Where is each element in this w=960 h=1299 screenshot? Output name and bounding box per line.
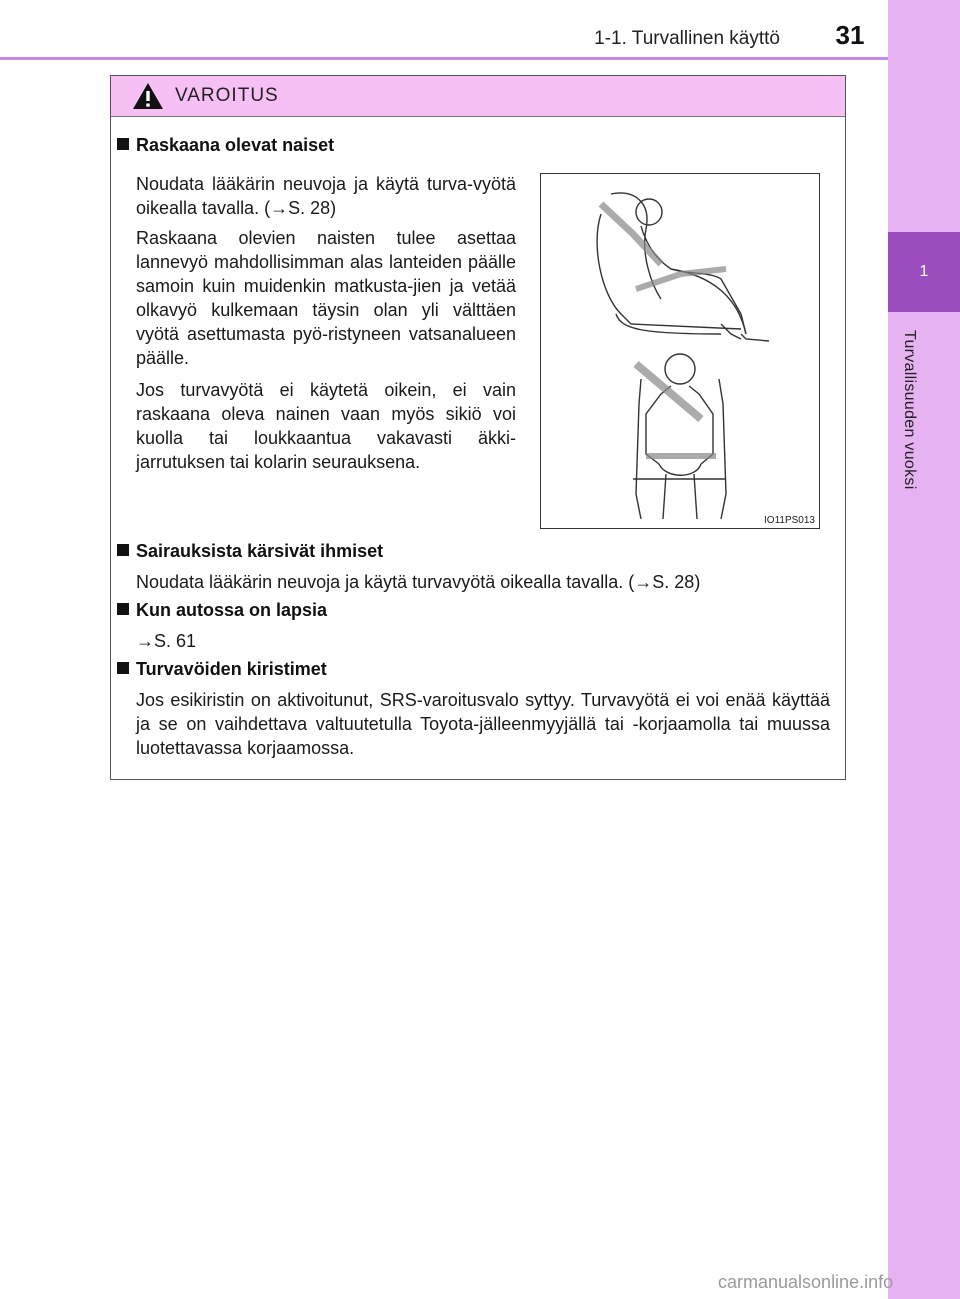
paragraph: Jos turvavyötä ei käytetä oikein, ei vain raskaana oleva nainen vaan myös sikiö voi kuolla tai loukkaantua vakavasti äkki-jarrutuksen tai kolarin seurauksena. <box>136 380 516 472</box>
section-heading-pregnant: Raskaana olevat naiset <box>117 135 334 156</box>
seatbelt-illustration <box>540 173 820 529</box>
section-heading-pretensioners: Turvavöiden kiristimet <box>117 659 327 680</box>
paragraph: Raskaana olevien naisten tulee asettaa lannevyö mahdollisimman alas lanteiden päälle samoin kuin muidenkin matkusta-jien ja vetää olkavyö kulkemaan täysin olan yli välttäen vyötä asettumasta pyö-ristyneen vatsanalueen päälle. <box>136 228 516 368</box>
square-bullet-icon <box>117 138 129 150</box>
page-number: 31 <box>835 20 865 50</box>
warning-triangle-icon <box>131 81 165 111</box>
square-bullet-icon <box>117 603 129 615</box>
header-divider <box>0 57 888 60</box>
paragraph: Noudata lääkärin neuvoja ja käytä turvavyötä oikealla tavalla. (→S. 28) <box>136 572 701 592</box>
section-heading-illness: Sairauksista kärsivät ihmiset <box>117 541 383 562</box>
side-tab <box>888 0 960 1299</box>
watermark: carmanualsonline.info <box>718 1272 894 1292</box>
square-bullet-icon <box>117 544 129 556</box>
square-bullet-icon <box>117 662 129 674</box>
section-heading-children: Kun autossa on lapsia <box>117 600 327 621</box>
section-title: 1-1. Turvallinen käyttö <box>594 28 780 49</box>
warning-header <box>111 76 845 117</box>
page-reference[interactable]: →S. 61 <box>136 631 197 651</box>
chapter-tab[interactable] <box>888 232 960 312</box>
paragraph: Noudata lääkärin neuvoja ja käytä turva-vyötä oikealla tavalla. (→S. 28) <box>136 174 516 218</box>
figure-code: IO11PS013 <box>764 515 815 526</box>
chapter-label: Turvallisuuden vuoksi <box>901 330 918 490</box>
warning-label: VAROITUS <box>175 85 279 106</box>
pregnant-seatbelt-drawing <box>541 174 818 527</box>
chapter-number: 1 <box>919 263 929 280</box>
paragraph: Jos esikiristin on aktivoitunut, SRS-varoitusvalo syttyy. Turvavyötä ei voi enää käyttää ja se on vaihdettava valtuutetulla Toyota-jälleenmyyjällä tai -korjaamolla tai muussa luotettavassa korjaamossa. <box>136 690 830 758</box>
